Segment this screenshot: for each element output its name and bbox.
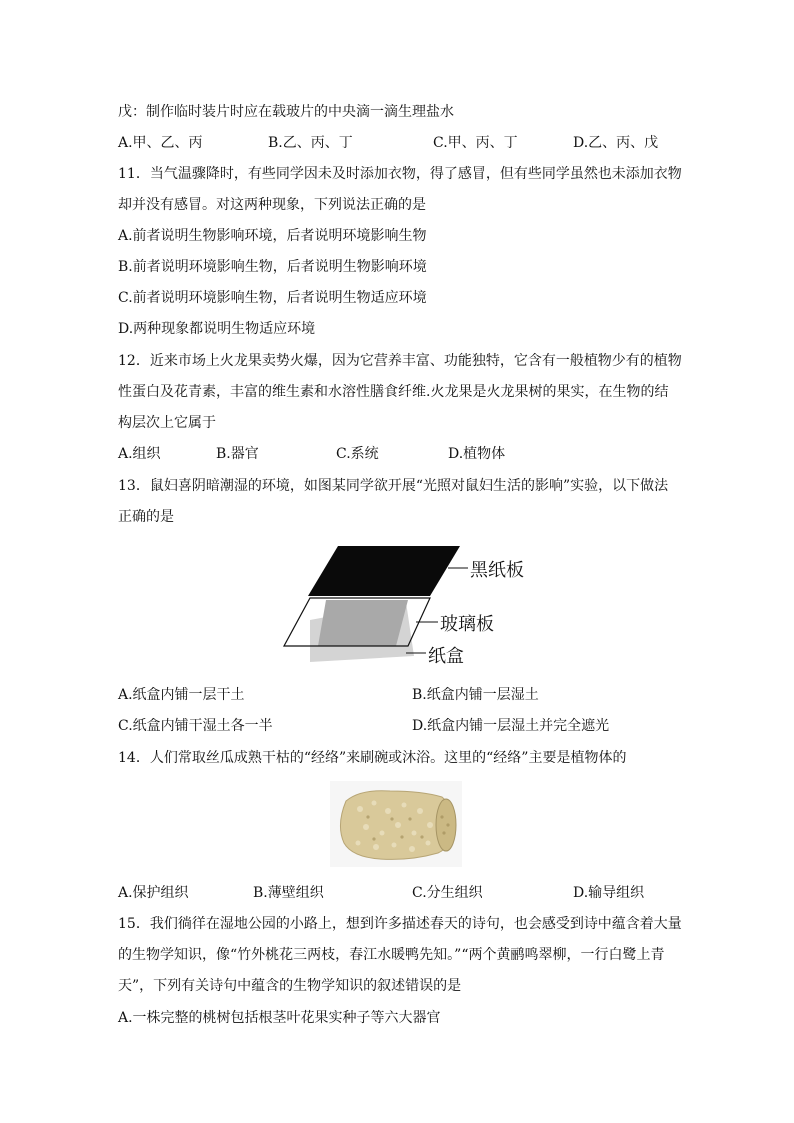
q10-option-c[interactable]: C.甲、丙、丁	[433, 135, 518, 151]
q15-stem-2: 的生物学知识，像“竹外桃花三两枝，春江水暖鸭先知。”“两个黄鹂鸣翠柳，一行白鹭上青	[118, 947, 665, 963]
q13-option-a[interactable]: A.纸盒内铺一层干土	[118, 687, 245, 703]
q12-option-b[interactable]: B.器官	[216, 446, 259, 462]
q10-option-b[interactable]: B.乙、丙、丁	[268, 135, 353, 151]
q13-stem-1: 13．鼠妇喜阴暗潮湿的环境，如图某同学欲开展“光照对鼠妇生活的影响”实验，以下做法	[118, 478, 669, 494]
q13-option-d[interactable]: D.纸盒内铺一层湿土并完全遮光	[412, 718, 610, 734]
q11-stem-1: 11．当气温骤降时，有些同学因未及时添加衣物，得了感冒，但有些同学虽然也未添加衣物	[118, 166, 682, 182]
q11-option-b[interactable]: B.前者说明环境影响生物，后者说明生物影响环境	[118, 259, 427, 275]
q10-option-d[interactable]: D.乙、丙、戊	[573, 135, 659, 151]
q14-stem-1: 14．人们常取丝瓜成熟干枯的“经络”来刷碗或沐浴。这里的“经络”主要是植物体的	[118, 750, 627, 766]
q11-option-a[interactable]: A.前者说明生物影响环境，后者说明环境影响生物	[118, 228, 427, 244]
label-black-board: 黑纸板	[470, 560, 524, 581]
q14-option-b[interactable]: B.薄壁组织	[253, 885, 324, 901]
q13-figure	[280, 542, 540, 670]
q13-stem-2: 正确的是	[118, 509, 174, 525]
q14-option-a[interactable]: A.保护组织	[118, 885, 189, 901]
q10-option-a[interactable]: A.甲、乙、丙	[118, 135, 203, 151]
q12-option-a[interactable]: A.组织	[118, 446, 161, 462]
q15-stem-3: 天”，下列有关诗句中蕴含的生物学知识的叙述错误的是	[118, 978, 462, 994]
q10-line-wu: 戊：制作临时装片时应在载玻片的中央滴一滴生理盐水	[118, 104, 454, 120]
loofah-svg	[330, 781, 462, 867]
q14-loofah-image	[330, 781, 462, 867]
q12-option-d[interactable]: D.植物体	[448, 446, 506, 462]
q11-stem-2: 却并没有感冒。对这两种现象，下列说法正确的是	[118, 197, 426, 213]
q13-options-row1	[118, 685, 678, 705]
q13-option-c[interactable]: C.纸盒内铺干湿土各一半	[118, 718, 273, 734]
label-paper-box: 纸盒	[428, 646, 464, 667]
paper-box	[318, 600, 408, 646]
q15-stem-1: 15．我们徜徉在湿地公园的小路上，想到许多描述春天的诗句，也会感受到诗中蕴含着大量	[118, 916, 682, 932]
q12-stem-1: 12．近来市场上火龙果卖势火爆，因为它营养丰富、功能独特，它含有一般植物少有的植物	[118, 353, 682, 369]
q14-option-c[interactable]: C.分生组织	[412, 885, 483, 901]
q14-option-d[interactable]: D.输导组织	[573, 885, 645, 901]
q10-options	[118, 133, 678, 153]
q12-option-c[interactable]: C.系统	[336, 446, 379, 462]
q11-option-c[interactable]: C.前者说明环境影响生物，后者说明生物适应环境	[118, 290, 427, 306]
q14-options	[118, 883, 678, 903]
q12-stem-3: 构层次上它属于	[118, 415, 216, 431]
q13-option-b[interactable]: B.纸盒内铺一层湿土	[412, 687, 539, 703]
q13-options-row2	[118, 716, 678, 736]
black-board	[308, 546, 460, 596]
q11-option-d[interactable]: D.两种现象都说明生物适应环境	[118, 321, 316, 337]
q12-options	[118, 444, 678, 464]
label-glass-plate: 玻璃板	[440, 614, 494, 635]
q15-option-a[interactable]: A.一株完整的桃树包括根茎叶花果实种子等六大器官	[118, 1010, 441, 1026]
q12-stem-2: 性蛋白及花青素，丰富的维生素和水溶性膳食纤维.火龙果是火龙果树的果实，在生物的结	[118, 384, 669, 400]
